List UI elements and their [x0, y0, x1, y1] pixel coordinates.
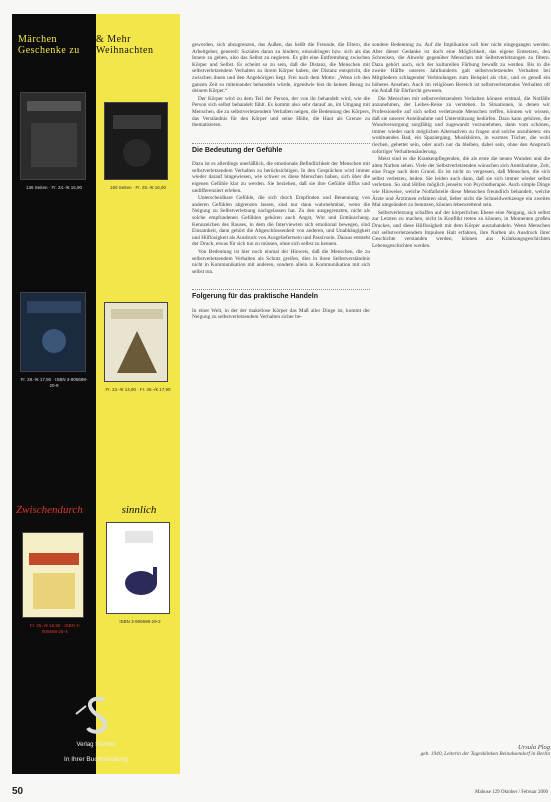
section-heading: Folgerung für das praktische Handeln: [192, 289, 370, 302]
paragraph: In einer Welt, in der der makellose Körper das Maß aller Dinge ist, kommt der Neigung zu selbstverletzendem Verhalten sicher be-: [192, 307, 370, 321]
book-caption-6: ISBN 3-905698-29-2: [119, 619, 161, 624]
ad-section-left: Zwischendurch: [16, 504, 83, 516]
book-caption-5: Fr. 26.-/€ 16,90 · ISBN 3-905698-25-X: [29, 623, 81, 634]
folio-line: Mabuse 129 Oktober / Februar 2000: [475, 790, 548, 795]
page-number: 50: [12, 786, 24, 797]
paragraph: Selbstverletzung schaffen auf der körperlichen Ebene eine Neigung, sich selbst zur Letzten zu machen, nicht in Konflikt treten zu können, in Momenten großen Druckes, und diese Hilflosigkeit mit dem Körper auszuhandeln. Wenn Menschen mit selbstverletzendem Impulsen Halt erfahren, ihre Narben als Ausdruck ihrer Geschichte verstanden werden, können aus Kränkungsgeschichten Lebensgeschichten werden.: [372, 209, 550, 249]
book-cover-3: [20, 292, 86, 372]
ad-title-left-1: Märchen: [18, 34, 58, 45]
publisher-name: Verlag Stendel: [76, 742, 116, 748]
ad-title-right-2: Weihnachten: [96, 45, 154, 56]
ad-title-left-2: Geschenke zu: [18, 45, 80, 56]
ad-section-title: [16, 504, 180, 516]
author-bio: geb. 1940, Leiterin der Tagesklinken Beinaksendorf in Berlin: [420, 751, 550, 757]
book-3[interactable]: [20, 292, 88, 389]
ad-title-right-1: & Mehr: [96, 34, 131, 45]
paragraph: Dazu ist es allerdings unerläßlich, die emotionale Befindlichkeit der Menschen mit selbstverletzendem Verhalten zu berücksichtigen. In den Gesprächen wird immer wieder darauf hingewiesen, wie schwer es diese Menschen haben, sich über die eigenen Gefühle klar zu werden. Sie beziehen, daß sie ihre Gefühle diffus und undifferenziert erleben.: [192, 161, 370, 194]
book-cover-5: [22, 532, 84, 618]
paragraph: Unterscheidbare Gefühle, die sich durch Empfinden und Benennung von anderen Gefühlen abgrenzen lassen, sind nur dann wahrnehmbar, wenn die Neigung zu Selbstverletzung nachgelassen hat. Zu den ausgegrenzten, nicht als solche empfundenen Gefühlen gehören auch Angst, Wut und Enttäuschung. Kennzeichen des Rauses, in dem die Interviewten sich emotional bewegen, sind Einsamkeit, dann gehört die Abgeschlossenheit von anderen, und Unabhängigkeit und Hilflosigkeit als Ausdruck von Ausgeliefertsein und Passivsein. Daraus entsteht der Druck, etwas für sich tun zu müssen, ohne sich selbst zu kennen.: [192, 195, 371, 248]
ad-tagline: In Ihrer Buchhandlung: [64, 756, 128, 763]
paragraph: geworden, sich abzugrenzen, das Außen, das heißt die Freunde, die Eltern, die Arbeitgeber, generell: Soziales daran zu hindern, einzudringen bzw. sich als das Innere zu geben, also das Selbst zu negieren. Es gibt eine Entfremdung zwischen Körper und Selbst. Es scheint so zu sein, daß die Distanz, die Menschen mit selbstverletzendem Verhalten zu ihrem Körper haben, der Distanz entspricht, die zwischen ihnen und den Angehörigen liegt. Frei nach dem Motto: „Wenn ich den ganzen Zeit so miteinander behandeln würde, irgendwie bist du keinen Bezug zu deinem Körper.“: [192, 42, 370, 95]
ad-title: [18, 34, 178, 56]
book-cover-6: [106, 522, 170, 614]
author-signature: [400, 744, 550, 758]
book-cover-1: [20, 92, 86, 180]
book-5[interactable]: [22, 532, 88, 635]
publisher-logo-icon: [64, 694, 128, 736]
book-advertisement: [12, 14, 180, 774]
book-caption-2: 160 Seiten · Fr. 26.-/€ 16,90: [109, 185, 167, 190]
book-1[interactable]: [20, 92, 88, 191]
book-cover-2: [104, 102, 168, 180]
paragraph: sondere Bedeutung zu. Auf die Implikation soll hier nicht eingegangen werden. Aber dieser Gedanke ist doch eine Möglichkeit, das eigene Entsetzen, den Schrecken, die Abwehr gegenüber Menschen mit Selbstverletzungen zu filtern. Dazu gehört auch, sich der kulturellen Färbung bewußt zu werden. Bis in die zweite Hälfte unseres Jahrhunderts galt selbstverletzendes Verhalten bei Mitgliedern schlagender Verbindungen zum Beispiel als chic, und es genoß ein höheres Ansehen. Auch im religiösen Bereich ist selbstverletzendes Verhalten oft ein Anlaß für Ehrfurcht gewesen.: [372, 42, 550, 95]
book-caption-1: 136 Seiten · Fr. 24.-/€ 15,90: [25, 185, 83, 190]
book-cover-4: [104, 302, 168, 382]
book-caption-3: Fr. 28.-/€ 17,90 · ISBN 3-905698-20-9: [20, 377, 88, 388]
book-6[interactable]: [106, 522, 174, 625]
article-column-2: [372, 42, 550, 250]
paragraph: Von Bedeutung ist hier noch einmal der Hinweis, daß die Menschen, die zu selbstverletzendem Verhalten als Schutz greifen, dies in ihren Selbstverständnis nicht in Kommunikation mit anderen, sondern allein in Kommunikation mit sich selbst tun.: [192, 248, 370, 275]
paragraph: Der Körper wird zu dem Teil der Person, der von ihr behandelt wird, wie die Person sich selbst behandelt fühlt. Es kommt also sehr darauf an, im Umgang mit Menschen, die zu selbstverletzendem Verhalten neigen, die Bedeutung des Körpers, das Verständnis für den Körper und seine Hülle, die Haut als Grenze zu thematisieren.: [192, 95, 370, 129]
paragraph: Meist sind es die Krankenpflegenden, die als erste die neuen Wunden und die alten Narben sehen. Viele der Selbstverletzenden wünschen sich Anteilnahme, Zeit, eine Frage nach dem Grund. Es ist nicht zu vergessen, daß Menschen, die sich selbst verletzen, leiden. Sie leiden auch dann, daß sie sich immer wieder selbst verletzen. So sind Hilfen möglich jenseits von Psychotherapie. Auch simple Dinge wie Hinweise, welche Notfallstelle diese Menschen freundlich behandelt, welche Ärzte und Ärztinnen erfahren sind, lieber nicht die Schneidwerkzeuge ein zweites Mal umgeändert zu benutzen, können lebensrettend sein.: [372, 156, 550, 209]
article-column-1: [192, 42, 370, 322]
section-heading: Die Bedeutung der Gefühle: [192, 143, 370, 156]
book-caption-4: Fr. 23.-/€ 14,90 · Fr. 28.-/€ 17,90: [105, 387, 171, 392]
book-2[interactable]: [104, 102, 172, 191]
author-name: Ursula Plog: [518, 744, 550, 751]
book-4[interactable]: [104, 302, 172, 393]
paragraph: Die Menschen mit selbstverletzendem Verhalten können erstmal, die Notfälle anzunehmen, der Leibes-Reise zu verstehen. In Situationen, in denen wir Professionelle auf sich selbst verletzende Menschen treffen, können wir wissen, daß sie unserer Anteilnahme und Unterstützung bedürfen. Dazu kann gehören, die Wundversorgung sorgfältig und zugewandt vorzunehmen, dann vom schönen, immer wieder nach möglichen Alternativen zu fragen und solche anzubieten: ein wohltuendes Bad, ein Spaziergang, Musikhören, in warmes Tücher, die wohl riechen, gebettet sein, oder auch nur da bleiben, dabei sein, ohne den Anspruch sofortiger Verhaltensänderung.: [372, 95, 550, 155]
ad-section-right: sinnlich: [121, 504, 157, 516]
